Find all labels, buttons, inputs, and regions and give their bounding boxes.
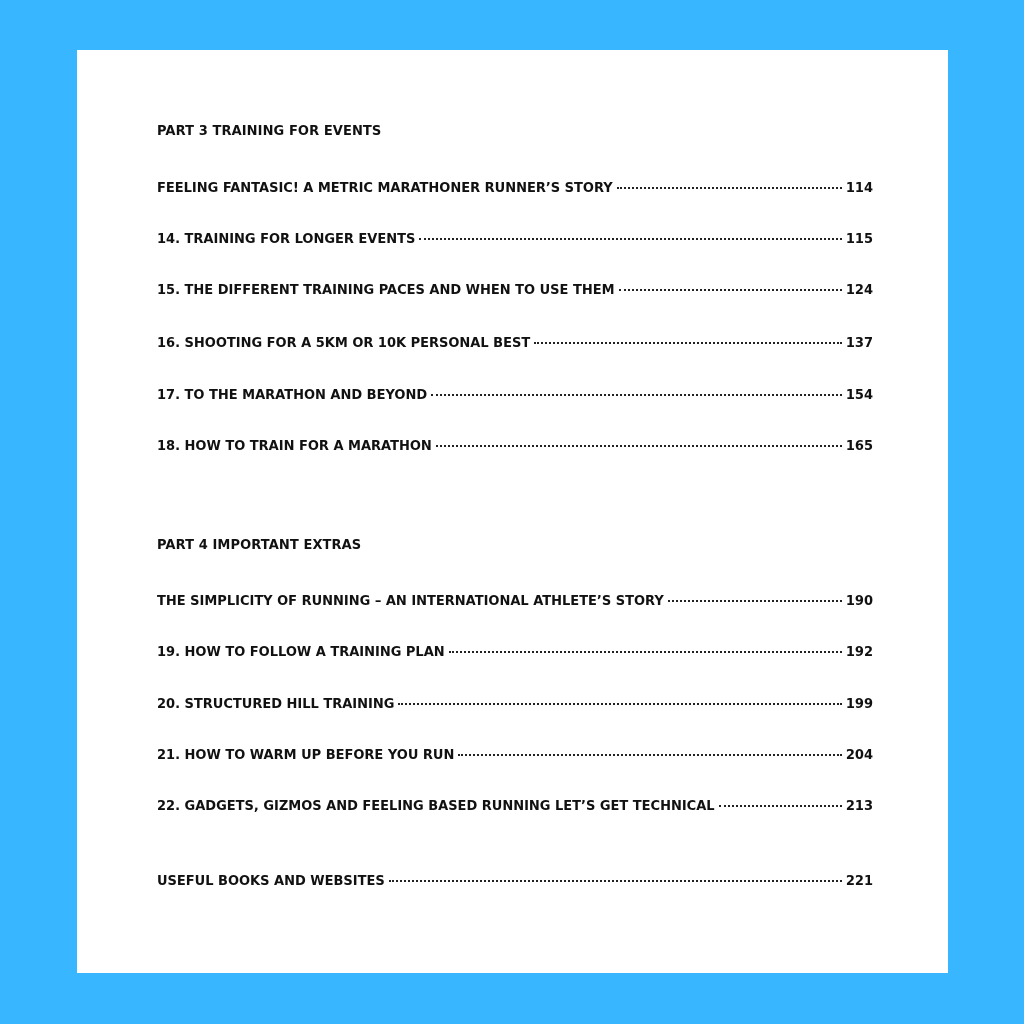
- toc-leader-dots: [619, 278, 842, 294]
- toc-entry: [157, 383, 873, 404]
- toc-entry-title: 18. HOW TO TRAIN FOR A MARATHON: [157, 439, 432, 454]
- toc-entry-page: 137: [845, 336, 873, 351]
- toc-entry-page: 124: [845, 283, 873, 298]
- toc-entry-page: 190: [845, 594, 873, 609]
- toc-leader-dots: [534, 331, 842, 347]
- toc-leader-dots: [719, 794, 842, 810]
- toc-entry-title: 21. HOW TO WARM UP BEFORE YOU RUN: [157, 748, 455, 763]
- toc-entry-page: 165: [845, 439, 873, 454]
- toc-entry-page: 114: [845, 181, 873, 196]
- toc-leader-dots: [449, 640, 842, 656]
- toc-entry-page: 221: [845, 874, 873, 889]
- toc-leader-dots: [668, 589, 842, 605]
- toc-leader-dots: [389, 869, 842, 885]
- toc-entry-title: FEELING FANTASIC! A METRIC MARATHONER RUNNER’S STORY: [157, 181, 613, 196]
- toc-entry-title: 16. SHOOTING FOR A 5KM OR 10K PERSONAL BEST: [157, 336, 531, 351]
- part3-heading: PART 3 TRAINING FOR EVENTS: [157, 124, 382, 139]
- toc-entry: [157, 640, 873, 661]
- toc-entry-title: 14. TRAINING FOR LONGER EVENTS: [157, 232, 416, 247]
- toc-leader-dots: [398, 692, 841, 708]
- toc-leader-dots: [617, 176, 842, 192]
- toc-entry-title: THE SIMPLICITY OF RUNNING – AN INTERNATIONAL ATHLETE’S STORY: [157, 594, 664, 609]
- toc-entry: [157, 589, 873, 610]
- toc-entry: [157, 278, 873, 299]
- toc-leader-dots: [431, 383, 842, 399]
- toc-entry: [157, 869, 873, 890]
- toc-page: [77, 50, 948, 973]
- toc-leader-dots: [419, 227, 841, 243]
- toc-entry: [157, 434, 873, 455]
- toc-entry-title: 17. TO THE MARATHON AND BEYOND: [157, 388, 428, 403]
- toc-entry: [157, 176, 873, 197]
- part4-heading: PART 4 IMPORTANT EXTRAS: [157, 538, 362, 553]
- toc-entry: [157, 743, 873, 764]
- toc-entry-page: 154: [845, 388, 873, 403]
- toc-entry-title: 15. THE DIFFERENT TRAINING PACES AND WHEN TO USE THEM: [157, 283, 615, 298]
- toc-entry-title: USEFUL BOOKS AND WEBSITES: [157, 874, 385, 889]
- toc-leader-dots: [458, 743, 841, 759]
- toc-entry-title: 20. STRUCTURED HILL TRAINING: [157, 697, 395, 712]
- toc-entry: [157, 331, 873, 352]
- toc-entry-page: 115: [845, 232, 873, 247]
- toc-entry: [157, 794, 873, 815]
- toc-entry-title: 22. GADGETS, GIZMOS AND FEELING BASED RUNNING LET’S GET TECHNICAL: [157, 799, 715, 814]
- toc-entry-page: 192: [845, 645, 873, 660]
- toc-entry-page: 204: [845, 748, 873, 763]
- toc-entry: [157, 692, 873, 713]
- toc-leader-dots: [436, 434, 842, 450]
- toc-entry-title: 19. HOW TO FOLLOW A TRAINING PLAN: [157, 645, 445, 660]
- toc-entry-page: 199: [845, 697, 873, 712]
- toc-entry-page: 213: [845, 799, 873, 814]
- toc-entry: [157, 227, 873, 248]
